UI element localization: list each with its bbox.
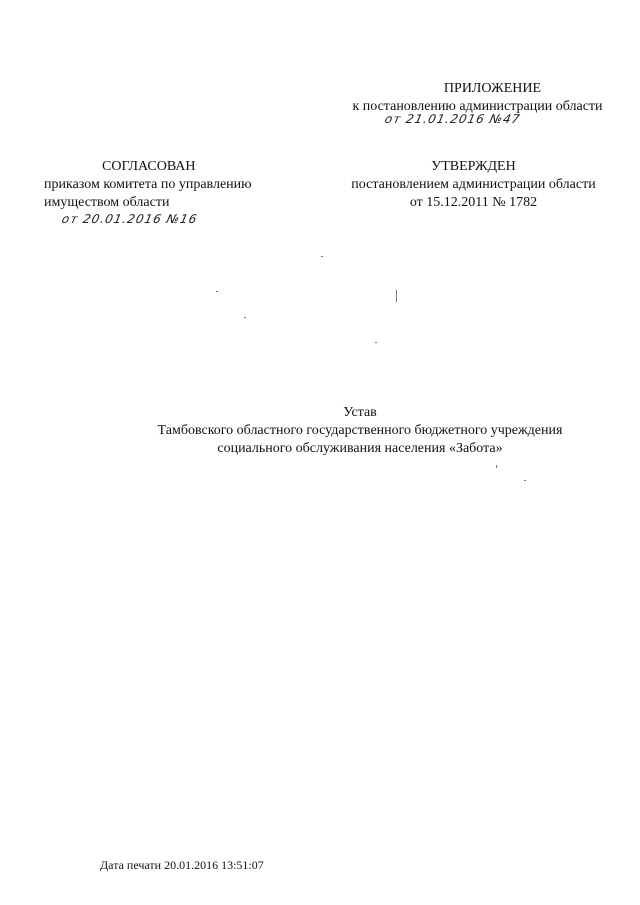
approved-line1: приказом комитета по управлению — [44, 177, 252, 192]
document-title-line1: Устав — [343, 405, 377, 420]
document-title-line2: Тамбовского областного государственного бюджетного учреждения — [157, 423, 563, 438]
scan-speck — [216, 291, 218, 292]
approved-handwritten-note: от 20.01.2016 №16 — [60, 212, 199, 226]
annex-handwritten-note: от 21.01.2016 №47 — [383, 112, 522, 126]
document-title-block — [100, 404, 620, 458]
annex-block — [340, 80, 615, 116]
scan-speck — [396, 290, 397, 302]
approved-title: СОГЛАСОВАН — [102, 159, 196, 174]
annex-title: ПРИЛОЖЕНИЕ — [443, 81, 542, 96]
scan-speck — [375, 342, 377, 343]
scan-speck — [321, 256, 323, 257]
document-title-line3: социального обслуживания населения «Забота» — [217, 441, 503, 456]
confirmed-line2: от 15.12.2011 № 1782 — [409, 195, 538, 210]
scan-speck — [244, 317, 246, 318]
approved-block — [44, 158, 252, 212]
scan-speck — [524, 480, 526, 481]
annex-subtitle: к постановлению администрации области — [352, 99, 603, 114]
confirmed-block — [336, 158, 611, 212]
confirmed-title: УТВЕРЖДЕН — [431, 159, 516, 174]
print-date: Дата печати 20.01.2016 13:51:07 — [100, 858, 264, 872]
approved-line2: имуществом области — [44, 195, 170, 210]
scan-speck — [496, 465, 497, 468]
confirmed-line1: постановлением администрации области — [351, 177, 596, 192]
